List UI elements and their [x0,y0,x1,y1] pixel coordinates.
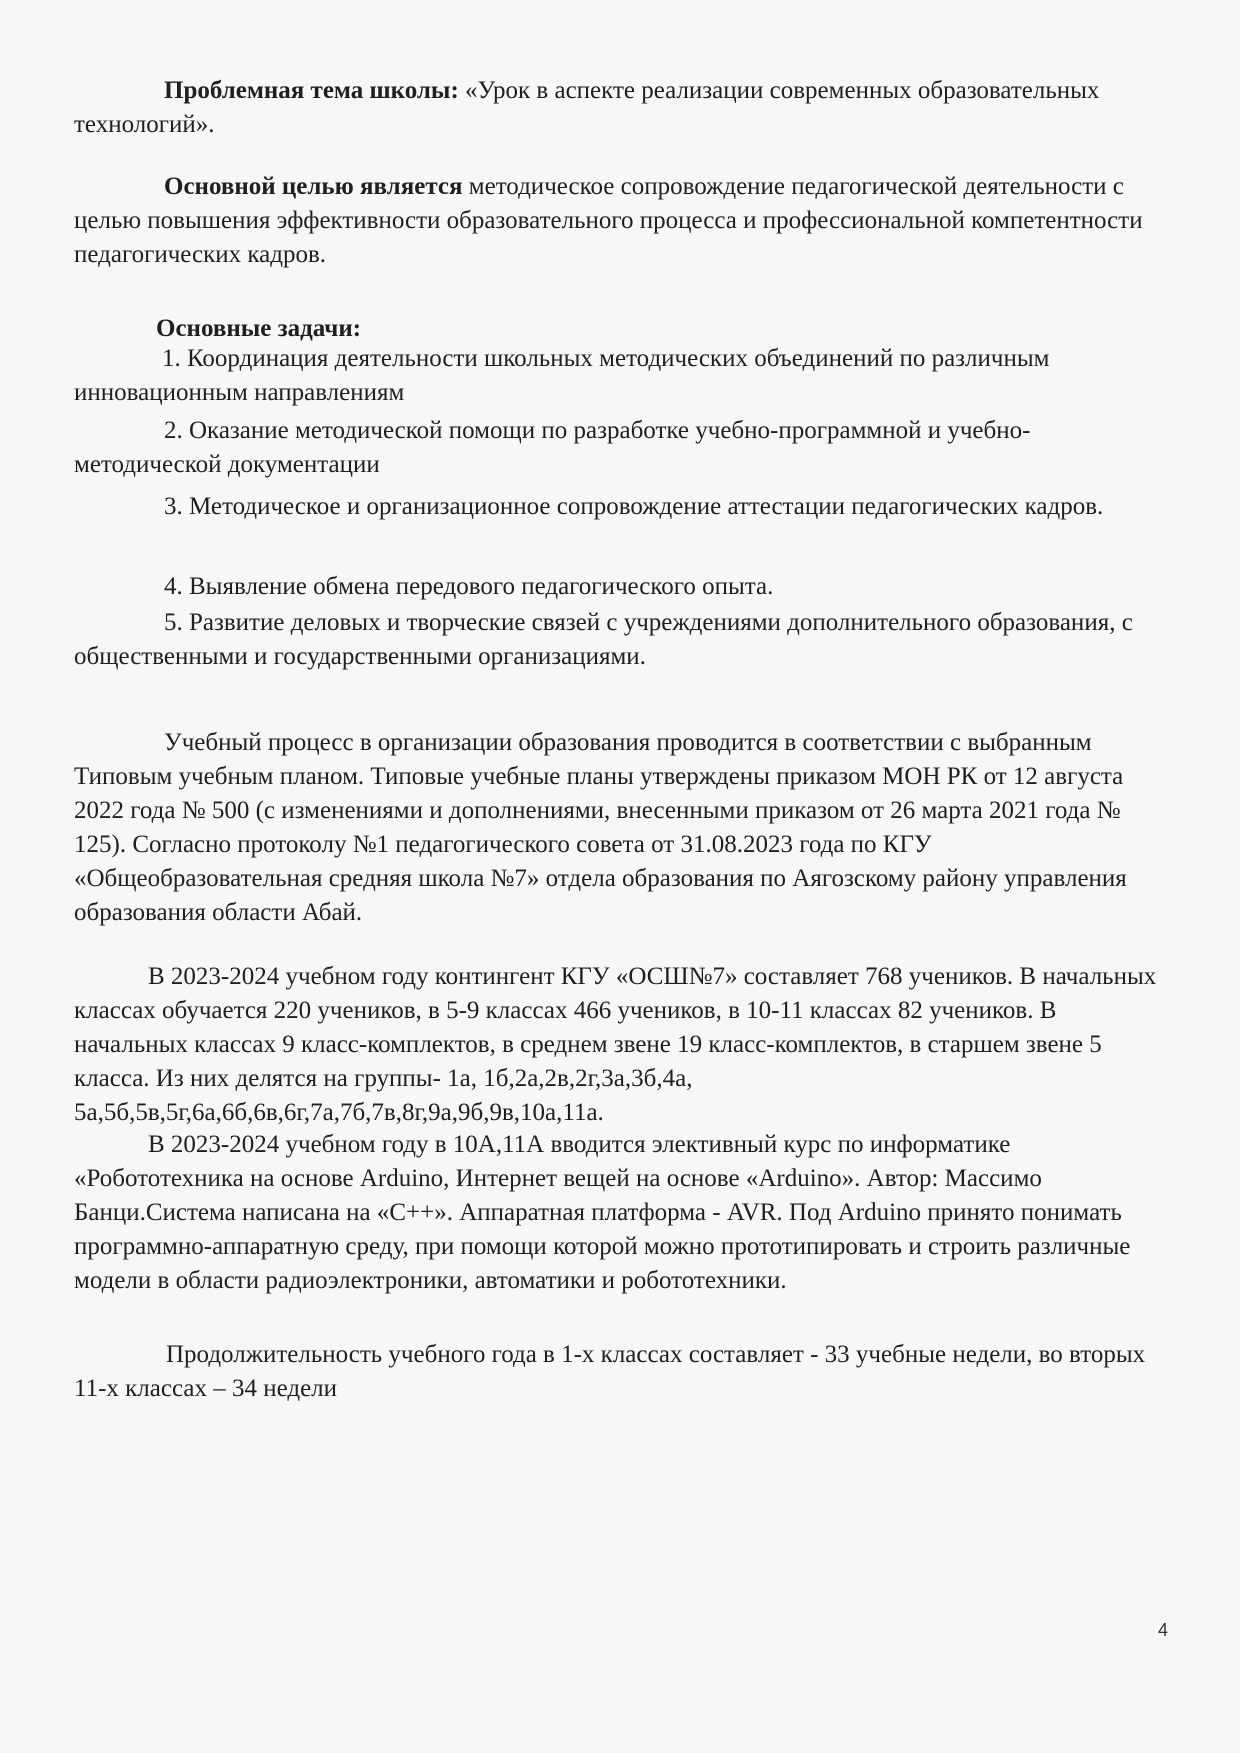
school-theme-label: Проблемная тема школы: [164,77,459,104]
task-item-4: 4. Выявление обмена передового педагогического опыта. [164,573,774,600]
school-theme-text: «Урок в аспекте реализации современных образовательных технологий». [74,77,1100,138]
school-year-duration-paragraph: Продолжительность учебного года в 1-х классах составляет - 33 учебные недели, во вторых 11-х классах – 34 недели [74,1341,1146,1402]
main-goal-paragraph [74,170,1174,272]
task-item-2: 2. Оказание методической помощи по разработке учебно-программной и учебно-методической документации [74,417,1031,478]
page-number: 4 [1158,1620,1169,1640]
main-goal-label: Основной целью является [164,173,463,200]
task-item-3: 3. Методическое и организационное сопровождение аттестации педагогических кадров. [164,493,1104,520]
task-item-1: 1. Координация деятельности школьных методических объединений по различным инновационным направлениям [74,345,1050,406]
main-goal-text: методическое сопровождение педагогической деятельности с целью повышения эффективности образовательного процесса и профессиональной компетентности педагогических кадров. [74,173,1143,268]
task-item-5: 5. Развитие деловых и творческие связей с учреждениями дополнительного образования, с общественными и государственными организациями. [74,609,1133,670]
school-theme-paragraph [74,74,1174,142]
tasks-heading: Основные задачи: [156,315,362,342]
contingent-paragraph: В 2023-2024 учебном году контингент КГУ «ОСШ№7» составляет 768 учеников. В начальных классах обучается 220 учеников, в 5-9 классах 466 учеников, в 10-11 классах 82 учеников. В начальных классах 9 класс-комплектов, в среднем звене 19 класс-комплектов, в старшем звене 5 класса. Из них делятся на группы- 1а, 1б,2а,2в,2г,3а,3б,4а, 5а,5б,5в,5г,6а,6б,6в,6г,7а,7б,7в,8г,9а,9б,9в,10а,11а. [74,963,1157,1126]
curriculum-paragraph: Учебный процесс в организации образования проводится в соответствии с выбранным Типовым учебным планом. Типовые учебные планы утверждены приказом МОН РК от 12 августа 2022 года № 500 (с изменениями и дополнениями, внесенными приказом от 26 марта 2021 года № 125). Согласно протоколу №1 педагогического совета от 31.08.2023 года по КГУ «Общеобразовательная средняя школа №7» отдела образования по Аягозскому району управления образования области Абай. [74,729,1127,926]
elective-course-paragraph: В 2023-2024 учебном году в 10А,11А вводится элективный курс по информатике «Робототехника на основе Arduino, Интернет вещей на основе «Arduino». Автор: Массимо Банци.Система написана на «С++». Аппаратная платформа - AVR. Под Arduino принято понимать программно-аппаратную среду, при помощи которой можно прототипировать и строить различные модели в области радиоэлектроники, автоматики и робототехники. [74,1131,1131,1294]
